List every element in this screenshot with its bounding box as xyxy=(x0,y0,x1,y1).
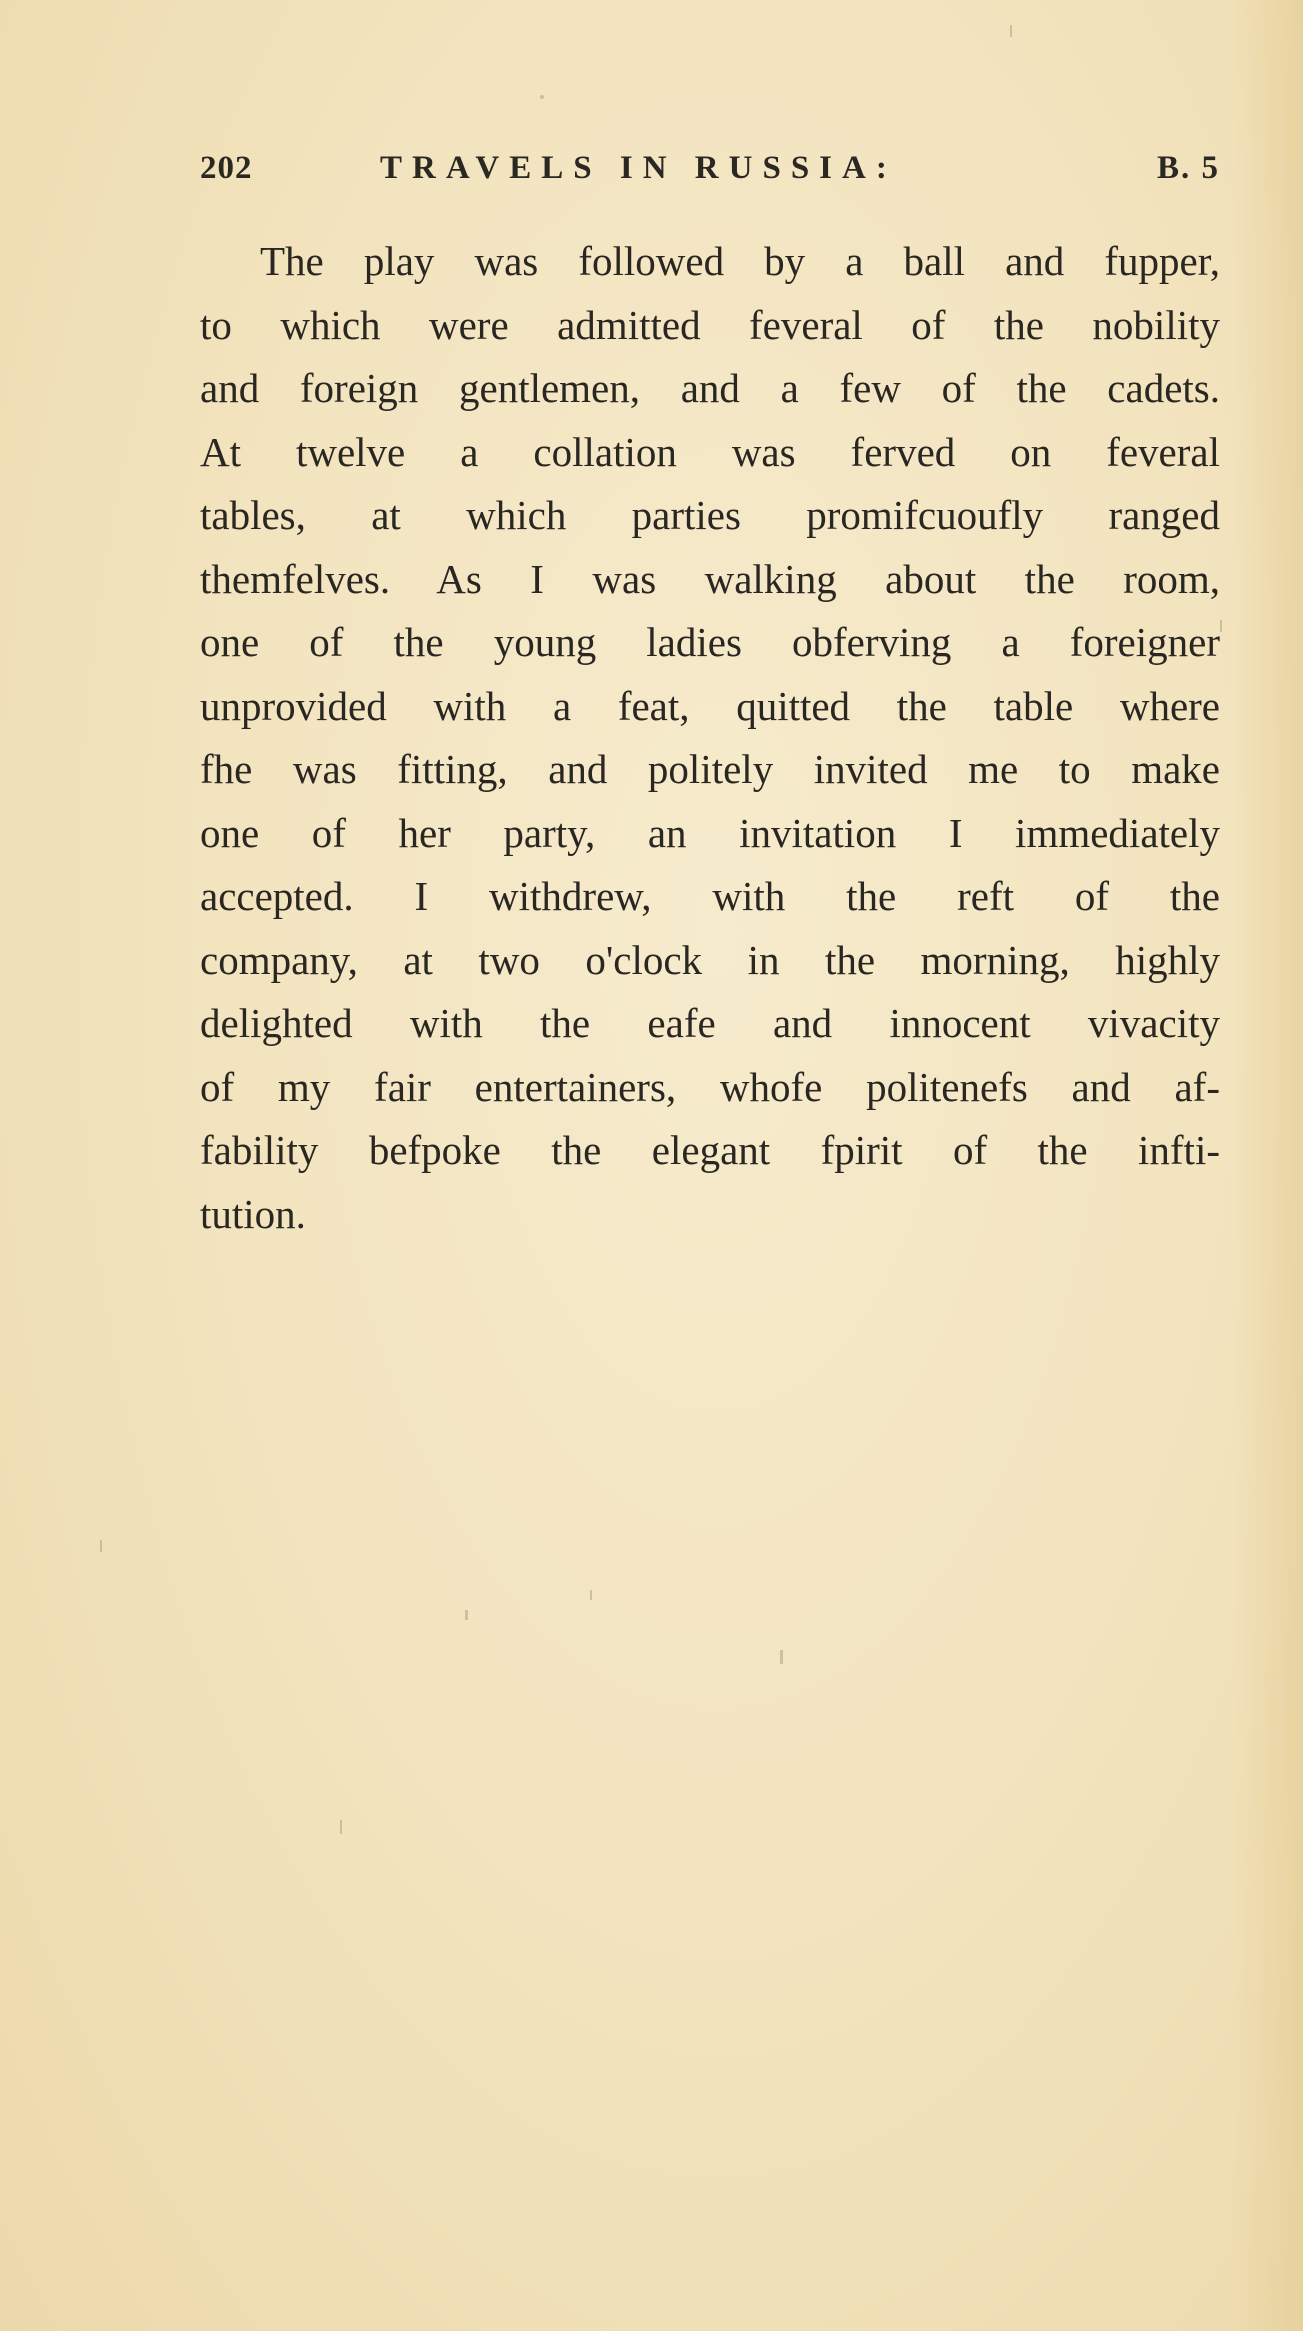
text-line: to which were admitted feveral of the nobility xyxy=(200,301,1220,348)
text-line: themfelves. As I was walking about the room, xyxy=(200,555,1220,602)
book-reference: B. 5 xyxy=(1156,150,1220,186)
page-number: 202 xyxy=(200,150,253,186)
running-header xyxy=(200,150,1220,200)
paper-speck xyxy=(340,1820,342,1834)
paper-speck xyxy=(1220,620,1222,632)
text-line: At twelve a collation was ferved on feveral xyxy=(200,428,1220,475)
page-edge-shadow xyxy=(1233,0,1303,2331)
paper-speck xyxy=(465,1610,468,1620)
text-line: one of the young ladies obferving a foreigner xyxy=(200,619,1220,665)
text-line: fability befpoke the elegant fpirit of the infti- xyxy=(200,1127,1220,1173)
text-line: one of her party, an invitation I immediately xyxy=(200,809,1220,856)
paper-speck xyxy=(100,1540,102,1552)
running-title: TRAVELS IN RUSSIA: xyxy=(380,150,897,186)
text-line: unprovided with a feat, quitted the table where xyxy=(200,682,1220,729)
text-line: delighted with the eafe and innocent vivacity xyxy=(200,1000,1220,1046)
paper-speck xyxy=(780,1650,783,1664)
text-line: accepted. I withdrew, with the reft of the xyxy=(200,873,1220,919)
text-line: and foreign gentlemen, and a few of the cadets. xyxy=(200,365,1220,411)
text-line: The play was followed by a ball and fupper, xyxy=(260,238,1220,284)
paper-speck xyxy=(590,1590,592,1600)
paper-speck xyxy=(540,95,544,99)
paragraph xyxy=(200,230,1220,1246)
text-line: company, at two o'clock in the morning, highly xyxy=(200,936,1220,983)
text-line: tution. xyxy=(200,1190,306,1237)
text-line: fhe was fitting, and politely invited me to make xyxy=(200,746,1220,792)
text-line: tables, at which parties promifcuoufly ranged xyxy=(200,492,1220,538)
text-line: of my fair entertainers, whofe politenefs and af- xyxy=(200,1063,1220,1110)
paper-speck xyxy=(1010,25,1012,37)
